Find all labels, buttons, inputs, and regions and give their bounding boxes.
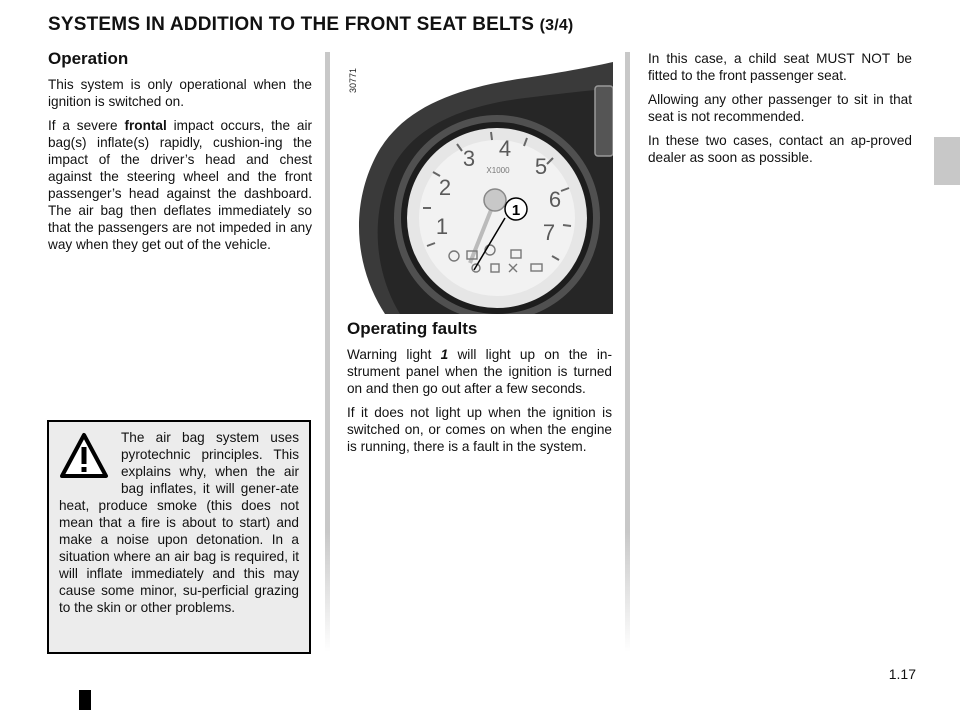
instrument-panel-figure: [345, 48, 613, 314]
chapter-tab: [934, 137, 960, 185]
figure-code: [346, 55, 360, 95]
dial-number: 1: [435, 214, 449, 239]
page-title-text: SYSTEMS IN ADDITION TO THE FRONT SEAT BELTS: [48, 14, 535, 35]
callout-number: 1: [511, 202, 521, 219]
warning-box: [47, 420, 311, 654]
dial-number: 3: [462, 146, 476, 171]
warning-triangle-icon: [59, 431, 109, 481]
dial-number: 4: [498, 136, 512, 161]
page-title: [48, 14, 573, 36]
dial-number: 7: [542, 220, 556, 245]
operating-faults-section: [347, 320, 612, 462]
faults-p1-ref: 1: [440, 347, 449, 362]
warning-text: The air bag system uses pyrotechnic principles. This explains why, when the air bag inflates, it will gener-ate heat, produce smoke (this does not mean that a fire is about to start) and make a noise upon detonation. In a situation where an air bag is required, it will inflate immediately and this may cause some minor, su-perficial grazing to the skin or other problems.: [59, 430, 299, 615]
operation-p2-bold: frontal: [124, 118, 167, 133]
operation-heading: Operation: [48, 49, 129, 68]
operation-p2-end: impact occurs, the air bag(s) inflate(s) rapidly, cushion-ing the impact of the driver’s head and chest against the steering wheel and the front passenger’s head against the dashboard. The air bag then deflates immediately so that the passengers are not impeded in any way when they get out of the vehicle.: [48, 118, 312, 252]
dial-number: 6: [548, 187, 562, 212]
figure-code-text: 30771: [348, 67, 358, 93]
corner-mark: [79, 690, 91, 710]
faults-p1-start: Warning light: [347, 347, 441, 362]
col3-paragraph-1: In this case, a child seat MUST NOT be fitted to the front passenger seat.: [648, 51, 912, 83]
col3-paragraph-3: In these two cases, contact an ap-proved dealer as soon as possible.: [648, 133, 912, 165]
operating-faults-heading: Operating faults: [347, 319, 478, 338]
column-divider: [325, 52, 330, 652]
operation-p2-start: If a severe: [48, 118, 125, 133]
dial-number: 5: [534, 154, 548, 179]
dial-number: 2: [438, 175, 452, 200]
column-divider: [625, 52, 630, 652]
col3-paragraph-2: Allowing any other passenger to sit in that seat is not recommended.: [648, 92, 912, 124]
faults-paragraph-1: [347, 346, 612, 397]
operation-paragraph-2: [48, 117, 312, 253]
faults-paragraph-2: If it does not light up when the ignition is switched on, or comes on when the engine is running, there is a fault in the system.: [347, 405, 612, 454]
faults-p1-end: will light up on the in-strument panel when the ignition is turned on and then go out after a few seconds.: [347, 347, 612, 396]
dial-unit: X1000: [486, 166, 510, 175]
operation-paragraph-1: This system is only operational when the ignition is switched on.: [48, 77, 312, 109]
child-seat-section: [648, 50, 912, 173]
operation-section: [48, 50, 312, 260]
page-title-part: (3/4): [539, 17, 574, 34]
page-number: 1.17: [888, 666, 916, 682]
